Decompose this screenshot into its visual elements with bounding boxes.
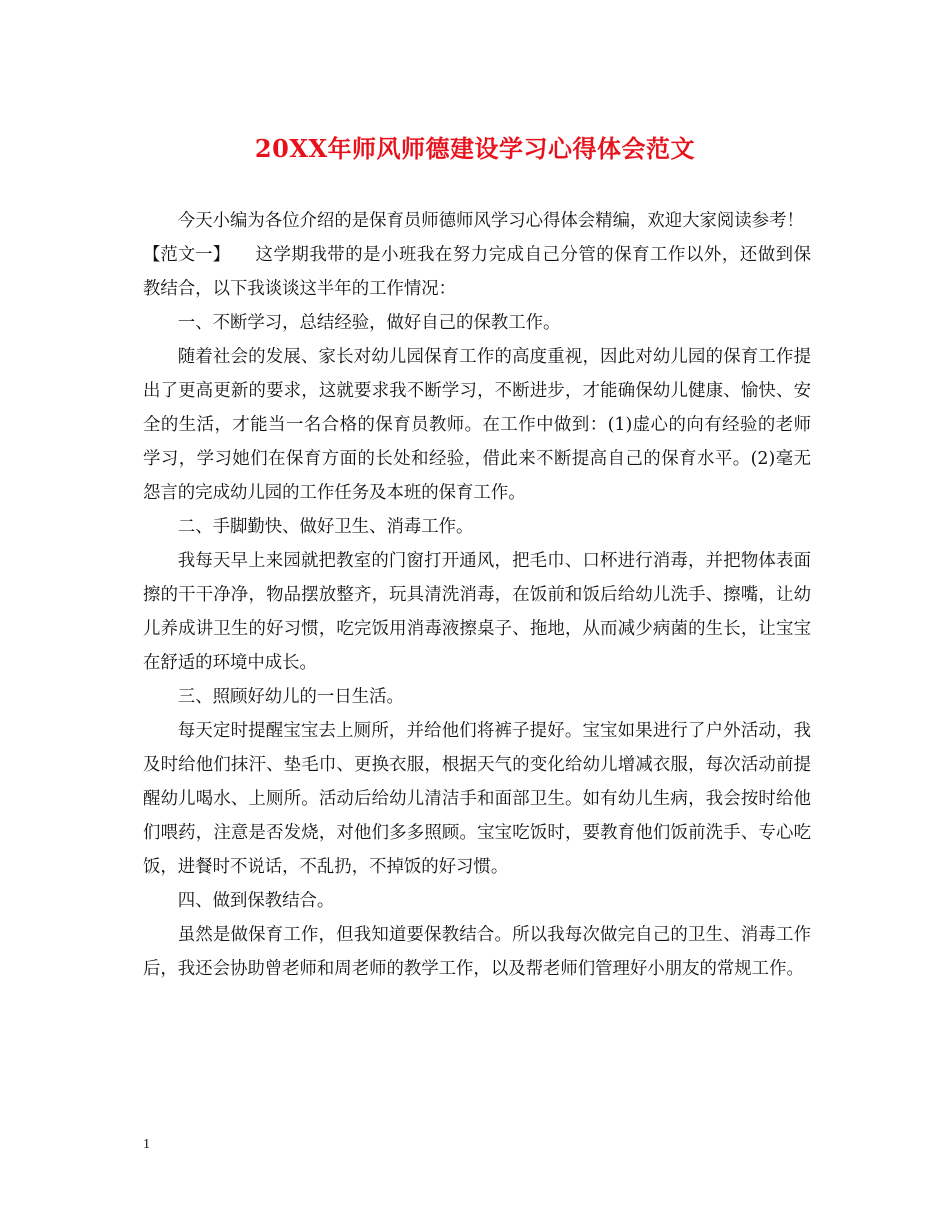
- section-body-4: 虽然是做保育工作，但我知道要保教结合。所以我每次做完自己的卫生、消毒工作后，我还会协助曾老师和周老师的教学工作，以及帮老师们管理好小朋友的常规工作。: [143, 925, 811, 979]
- sample-opening-text: 这学期我带的是小班我在努力完成自己分管的保育工作以外，还做到保教结合，以下我谈谈这半年的工作情况：: [143, 245, 811, 299]
- sample-tag: 【范文一】: [143, 245, 230, 265]
- section-heading-2: 二、手脚勤快、做好卫生、消毒工作。: [177, 517, 474, 537]
- section-heading-4: 四、做到保教结合。: [177, 891, 335, 911]
- sample-opening-paragraph: [143, 238, 811, 306]
- section-heading-1: 一、不断学习，总结经验，做好自己的保教工作。: [177, 313, 561, 333]
- document-title: 20XX年师风师德建设学习心得体会范文: [254, 134, 696, 163]
- intro-paragraph: 今天小编为各位介绍的是保育员师德师风学习心得体会精编，欢迎大家阅读参考！: [177, 211, 804, 231]
- section-body-1: 随着社会的发展、家长对幼儿园保育工作的高度重视，因此对幼儿园的保育工作提出了更高更新的要求，这就要求我不断学习，不断进步，才能确保幼儿健康、愉快、安全的生活，才能当一名合格的保育员教师。在工作中做到：(1)虚心的向有经验的老师学习，学习她们在保育方面的长处和经验，借此来不断提高自己的保育水平。(2)毫无怨言的完成幼儿园的工作任务及本班的保育工作。: [143, 347, 811, 503]
- section-heading-3: 三、照顾好幼儿的一日生活。: [177, 687, 404, 707]
- section-body-2: 我每天早上来园就把教室的门窗打开通风，把毛巾、口杯进行消毒，并把物体表面擦的干干净净，物品摆放整齐，玩具清洗消毒，在饭前和饭后给幼儿洗手、擦嘴，让幼儿养成讲卫生的好习惯，吃完饭用消毒液擦桌子、拖地，从而减少病菌的生长，让宝宝在舒适的环境中成长。: [143, 551, 811, 673]
- section-body-3: 每天定时提醒宝宝去上厕所，并给他们将裤子提好。宝宝如果进行了户外活动，我及时给他们抹汗、垫毛巾、更换衣服，根据天气的变化给幼儿增减衣服，每次活动前提醒幼儿喝水、上厕所。活动后给幼儿清洁手和面部卫生。如有幼儿生病，我会按时给他们喂药，注意是否发烧，对他们多多照顾。宝宝吃饭时，要教育他们饭前洗手、专心吃饭，进餐时不说话，不乱扔，不掉饭的好习惯。: [143, 721, 811, 877]
- document-body: [143, 204, 811, 986]
- page-number: 1: [143, 1137, 150, 1152]
